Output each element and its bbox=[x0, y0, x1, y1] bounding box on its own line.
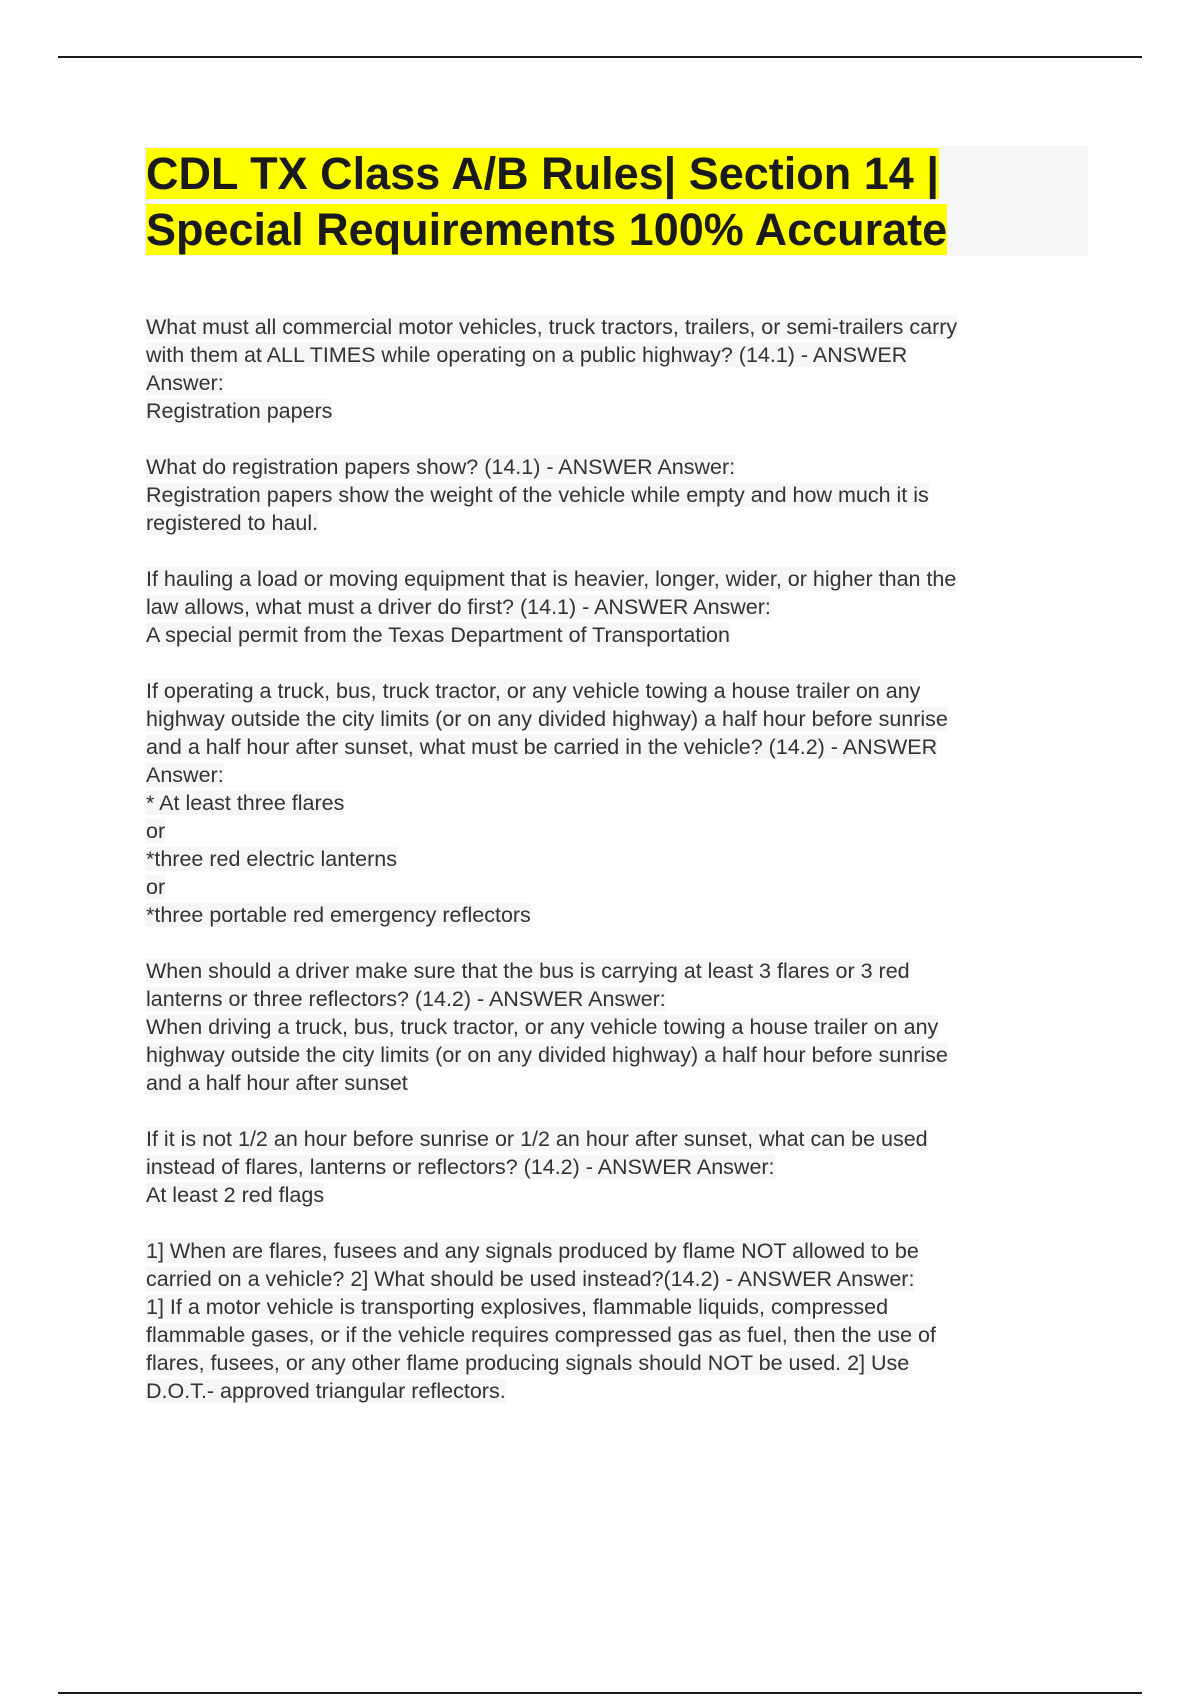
qa-line-text: law allows, what must a driver do first? (14.1) - ANSWER Answer: bbox=[146, 595, 771, 619]
qa-line-text: lanterns or three reflectors? (14.2) - ANSWER Answer: bbox=[146, 987, 666, 1011]
qa-line bbox=[146, 957, 1086, 985]
bottom-rule bbox=[58, 1692, 1142, 1694]
qa-line-text: If operating a truck, bus, truck tractor, or any vehicle towing a house trailer on any bbox=[146, 679, 921, 703]
qa-line-text: A special permit from the Texas Department of Transportation bbox=[146, 623, 730, 647]
document-title bbox=[146, 146, 1076, 258]
qa-line-text: or bbox=[146, 875, 166, 899]
qa-line-text: What do registration papers show? (14.1) - ANSWER Answer: bbox=[146, 455, 736, 479]
qa-line-text: When driving a truck, bus, truck tractor, or any vehicle towing a house trailer on any bbox=[146, 1015, 939, 1039]
qa-line bbox=[146, 313, 1086, 341]
qa-line-text: 1] If a motor vehicle is transporting explosives, flammable liquids, compressed bbox=[146, 1295, 889, 1319]
qa-line bbox=[146, 1321, 1086, 1349]
qa-line bbox=[146, 1293, 1086, 1321]
title-line-1: CDL TX Class A/B Rules| Section 14 | bbox=[146, 148, 939, 199]
qa-line-text: registered to haul. bbox=[146, 511, 319, 535]
qa-line bbox=[146, 677, 1086, 705]
qa-line bbox=[146, 845, 1086, 873]
qa-block bbox=[146, 1237, 1086, 1405]
qa-line-text: carried on a vehicle? 2] What should be used instead?(14.2) - ANSWER Answer: bbox=[146, 1267, 915, 1291]
qa-line bbox=[146, 733, 1086, 761]
qa-line bbox=[146, 1181, 1086, 1209]
qa-line bbox=[146, 1237, 1086, 1265]
qa-line-text: Answer: bbox=[146, 763, 224, 787]
qa-line-text: * At least three flares bbox=[146, 791, 345, 815]
qa-line-text: *three portable red emergency reflectors bbox=[146, 903, 531, 927]
qa-line bbox=[146, 817, 1086, 845]
qa-line-text: If hauling a load or moving equipment that is heavier, longer, wider, or higher than the bbox=[146, 567, 957, 591]
qa-line-text: and a half hour after sunset bbox=[146, 1071, 408, 1095]
qa-line bbox=[146, 985, 1086, 1013]
qa-line-text: highway outside the city limits (or on any divided highway) a half hour before sunrise bbox=[146, 707, 948, 731]
qa-line bbox=[146, 453, 1086, 481]
qa-line-text: Registration papers bbox=[146, 399, 333, 423]
qa-block bbox=[146, 565, 1086, 649]
qa-line bbox=[146, 1265, 1086, 1293]
qa-block bbox=[146, 957, 1086, 1097]
qa-line bbox=[146, 1013, 1086, 1041]
qa-line-text: flammable gases, or if the vehicle requires compressed gas as fuel, then the use of bbox=[146, 1323, 936, 1347]
qa-line bbox=[146, 1069, 1086, 1097]
qa-line bbox=[146, 901, 1086, 929]
qa-line-text: Answer: bbox=[146, 371, 224, 395]
qa-line-text: highway outside the city limits (or on any divided highway) a half hour before sunrise bbox=[146, 1043, 948, 1067]
qa-line bbox=[146, 397, 1086, 425]
qa-line bbox=[146, 621, 1086, 649]
qa-line-text: 1] When are flares, fusees and any signals produced by flame NOT allowed to be bbox=[146, 1239, 919, 1263]
qa-line-text: At least 2 red flags bbox=[146, 1183, 325, 1207]
qa-line-text: When should a driver make sure that the bus is carrying at least 3 flares or 3 red bbox=[146, 959, 910, 983]
qa-line-text: If it is not 1/2 an hour before sunrise or 1/2 an hour after sunset, what can be used bbox=[146, 1127, 928, 1151]
qa-line-text: *three red electric lanterns bbox=[146, 847, 397, 871]
qa-line bbox=[146, 1349, 1086, 1377]
qa-line bbox=[146, 509, 1086, 537]
qa-block bbox=[146, 313, 1086, 425]
qa-line bbox=[146, 873, 1086, 901]
qa-line bbox=[146, 1125, 1086, 1153]
qa-line-text: What must all commercial motor vehicles, truck tractors, trailers, or semi-trailers carry bbox=[146, 315, 958, 339]
qa-line-text: instead of flares, lanterns or reflectors? (14.2) - ANSWER Answer: bbox=[146, 1155, 775, 1179]
qa-line-text: flares, fusees, or any other flame producing signals should NOT be used. 2] Use bbox=[146, 1351, 910, 1375]
title-line-2: Special Requirements 100% Accurate bbox=[146, 204, 948, 255]
qa-line-text: with them at ALL TIMES while operating on a public highway? (14.1) - ANSWER bbox=[146, 343, 908, 367]
qa-line bbox=[146, 481, 1086, 509]
qa-line-text: Registration papers show the weight of the vehicle while empty and how much it is bbox=[146, 483, 929, 507]
qa-line bbox=[146, 341, 1086, 369]
qa-line bbox=[146, 593, 1086, 621]
qa-block bbox=[146, 1125, 1086, 1209]
qa-block bbox=[146, 453, 1086, 537]
top-rule bbox=[58, 56, 1142, 58]
qa-line bbox=[146, 705, 1086, 733]
qa-line bbox=[146, 761, 1086, 789]
qa-line bbox=[146, 789, 1086, 817]
qa-list bbox=[146, 313, 1086, 1433]
qa-block bbox=[146, 677, 1086, 929]
qa-line-text: or bbox=[146, 819, 166, 843]
qa-line bbox=[146, 1041, 1086, 1069]
qa-line bbox=[146, 1153, 1086, 1181]
qa-line-text: D.O.T.- approved triangular reflectors. bbox=[146, 1379, 506, 1403]
qa-line bbox=[146, 1377, 1086, 1405]
qa-line bbox=[146, 565, 1086, 593]
qa-line-text: and a half hour after sunset, what must be carried in the vehicle? (14.2) - ANSWER bbox=[146, 735, 938, 759]
qa-line bbox=[146, 369, 1086, 397]
